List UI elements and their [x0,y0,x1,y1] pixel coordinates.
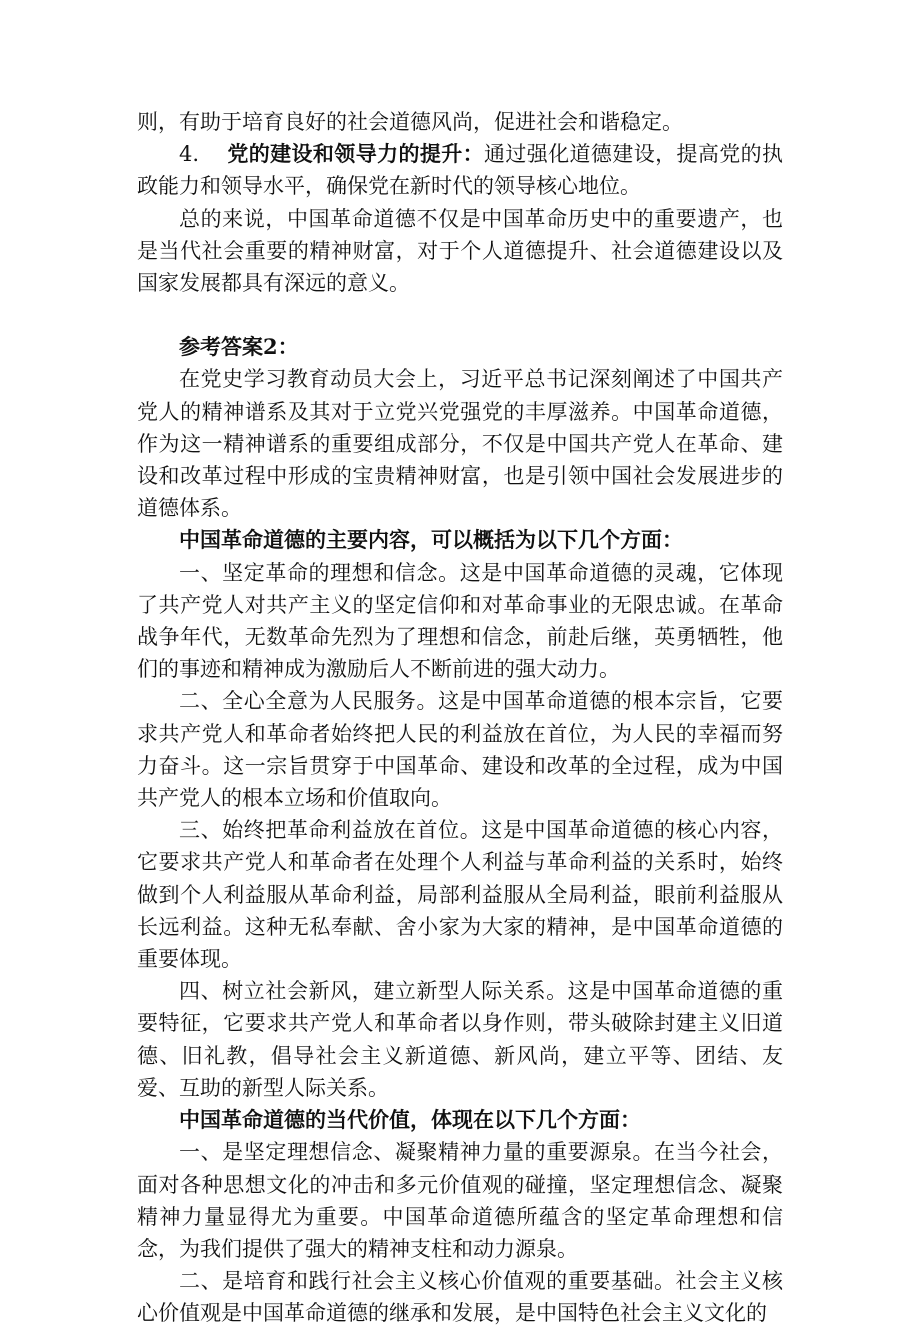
content-item-4: 四、树立社会新风，建立新型人际关系。这是中国革命道德的重要特征，它要求共产党人和革命者以身作则，带头破除封建主义旧道德、旧礼教，倡导社会主义新道德、新风尚，建立平等、团结、友爱、互助的新型人际关系。 [137,979,783,1100]
item-4-title: 党的建设和领导力的提升： [227,141,484,167]
answer-2-heading: 参考答案2： [179,334,299,360]
content-item-1: 一、坚定革命的理想和信念。这是中国革命道德的灵魂，它体现了共产党人对共产主义的坚定信仰和对革命事业的无限忠诚。在革命战争年代，无数革命先烈为了理想和信念，前赴后继，英勇牺牲，他们的事迹和精神成为激励后人不断前进的强大动力。 [137,560,783,682]
value-item-1: 一、是坚定理想信念、凝聚精神力量的重要源泉。在当今社会，面对各种思想文化的冲击和多元价值观的碰撞，坚定理想信念、凝聚精神力量显得尤为重要。中国革命道德所蕴含的坚定革命理想和信念，为我们提供了强大的精神支柱和动力源泉。 [137,1140,783,1261]
value-section-heading: 中国革命道德的当代价值，体现在以下几个方面： [179,1107,641,1133]
intro-tail-paragraph: 则，有助于培育良好的社会道德风尚，促进社会和谐稳定。 [137,110,683,134]
item-4-text: 通过强化道德建设，提高党的执政能力和领导水平，确保党在新时代的领导核心地位。 [137,142,783,199]
item-4-number: 4. [179,142,200,167]
content-section-heading: 中国革命道德的主要内容，可以概括为以下几个方面： [179,527,683,553]
content-item-3: 三、始终把革命利益放在首位。这是中国革命道德的核心内容，它要求共产党人和革命者在处理个人利益与革命利益的关系时，始终做到个人利益服从革命利益，局部利益服从全局利益，眼前利益服从长远利益。这种无私奉献、舍小家为大家的精神，是中国革命道德的重要体现。 [137,818,783,972]
summary-paragraph: 总的来说，中国革命道德不仅是中国革命历史中的重要遗产，也是当代社会重要的精神财富，对于个人道德提升、社会道德建设以及国家发展都具有深远的意义。 [137,206,783,296]
item-4-paragraph [137,138,783,202]
value-item-2: 二、是培育和践行社会主义核心价值观的重要基础。社会主义核心价值观是中国革命道德的继承和发展，是中国特色社会主义文化的 [137,1269,783,1326]
content-item-2: 二、全心全意为人民服务。这是中国革命道德的根本宗旨，它要求共产党人和革命者始终把人民的利益放在首位，为人民的幸福而努力奋斗。这一宗旨贯穿于中国革命、建设和改革的全过程，成为中国共产党人的根本立场和价值取向。 [137,689,783,811]
paragraph-gap [137,299,783,331]
document-page [137,106,783,1330]
answer-2-intro: 在党史学习教育动员大会上，习近平总书记深刻阐述了中国共产党人的精神谱系及其对于立党兴党强党的丰厚滋养。中国革命道德，作为这一精神谱系的重要组成部分，不仅是中国共产党人在革命、建设和改革过程中形成的宝贵精神财富，也是引领中国社会发展进步的道德体系。 [137,367,783,521]
